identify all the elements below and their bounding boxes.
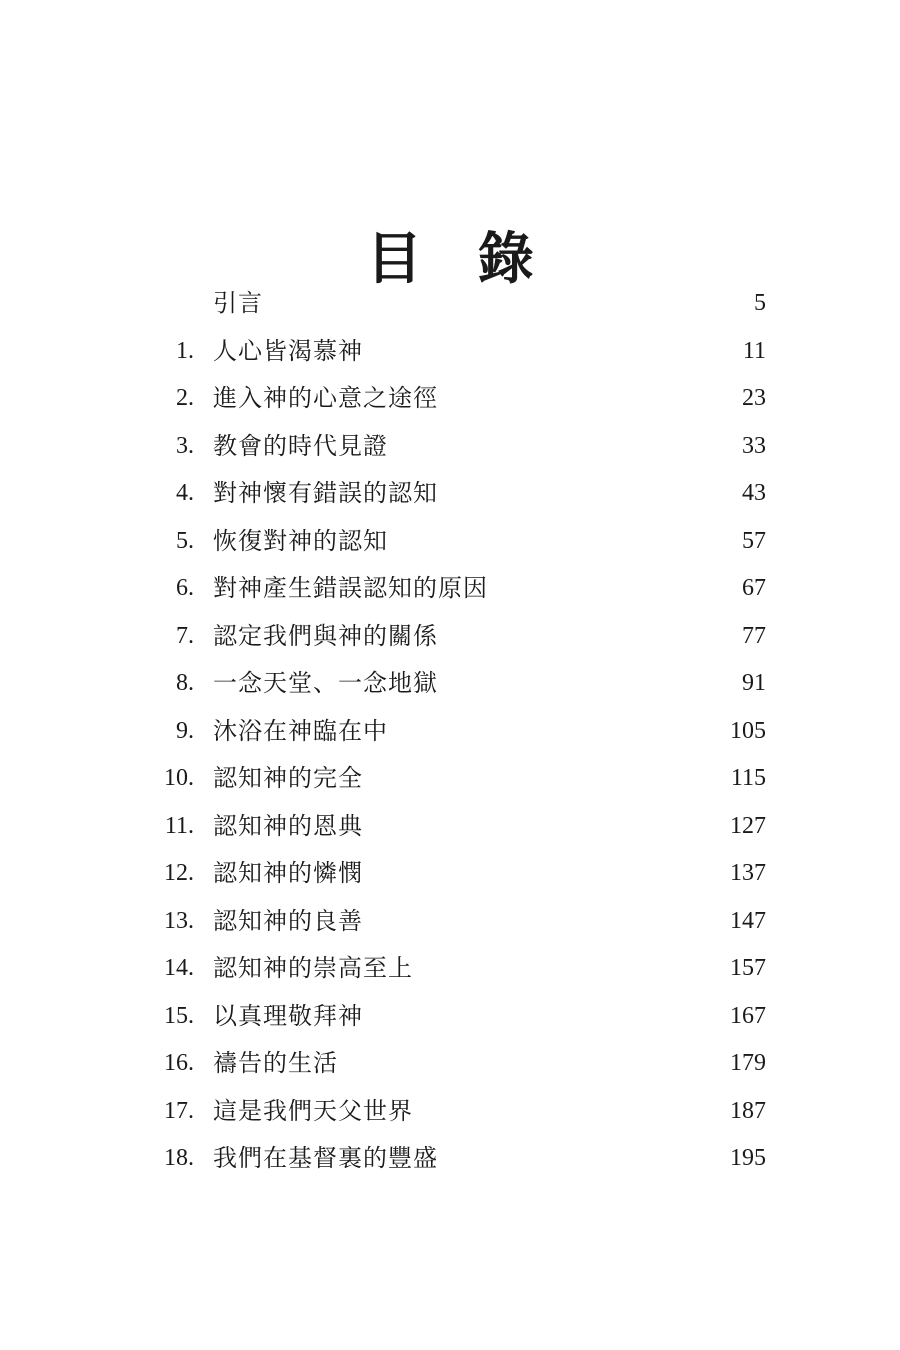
toc-entry-title: 沐浴在神臨在中 — [213, 716, 388, 745]
toc-entry-title: 引言 — [213, 289, 263, 317]
toc-entry-title: 我們在基督裏的豐盛 — [213, 1144, 438, 1172]
toc-entry-page: 43 — [742, 480, 766, 506]
toc-entry-page: 23 — [742, 385, 766, 411]
toc-entry-number: 18. — [164, 1145, 194, 1171]
toc-entry-number: 1. — [176, 337, 194, 364]
toc-entry-number: 7. — [176, 622, 194, 649]
toc-entry-page: 147 — [730, 907, 766, 934]
toc-entry-number: 3. — [176, 432, 194, 459]
toc-entry[interactable] — [150, 328, 766, 376]
toc-entry-page: 137 — [730, 860, 766, 886]
toc-entry-title: 一念天堂、一念地獄 — [213, 669, 438, 697]
toc-entry-title: 認知神的良善 — [213, 906, 363, 935]
toc-entry[interactable] — [150, 423, 766, 471]
toc-entry-number: 11. — [164, 812, 194, 839]
toc-entry-title: 恢復對神的認知 — [213, 526, 388, 555]
toc-entry[interactable] — [150, 565, 766, 613]
toc-entry-title: 對神產生錯誤認知的原因 — [213, 574, 488, 602]
toc-entry-number: 6. — [176, 575, 194, 601]
toc-entry-page: 157 — [730, 955, 766, 981]
toc-entry-page: 57 — [742, 527, 766, 554]
toc-entry-number: 14. — [164, 955, 194, 981]
toc-entry[interactable] — [150, 518, 766, 566]
toc-entry[interactable] — [150, 993, 766, 1041]
toc-entry-page: 127 — [730, 812, 766, 839]
toc-entry-title: 以真理敬拜神 — [213, 1001, 363, 1030]
toc-entry[interactable] — [150, 1135, 766, 1183]
toc-entry-title: 認定我們與神的關係 — [213, 621, 438, 650]
toc-entry-number: 2. — [176, 385, 194, 411]
toc-entry-page: 195 — [730, 1145, 766, 1171]
toc-entry-title: 這是我們天父世界 — [213, 1096, 413, 1125]
toc-entry-page: 167 — [730, 1002, 766, 1029]
toc-entry[interactable] — [150, 755, 766, 803]
table-of-contents — [150, 280, 766, 1183]
toc-entry-title: 認知神的憐憫 — [213, 859, 363, 887]
toc-entry-title: 認知神的崇高至上 — [213, 954, 413, 982]
toc-entry-page: 11 — [742, 337, 766, 364]
toc-entry[interactable] — [150, 613, 766, 661]
toc-entry-page: 77 — [742, 622, 766, 649]
toc-entry-title: 人心皆渴慕神 — [213, 336, 363, 365]
toc-entry-number: 17. — [164, 1097, 194, 1124]
toc-entry-title: 認知神的完全 — [213, 764, 363, 792]
toc-entry-number: 12. — [164, 860, 194, 886]
toc-entry-number: 4. — [176, 480, 194, 506]
toc-entry[interactable] — [150, 660, 766, 708]
toc-entry-page: 5 — [754, 290, 766, 316]
toc-entry[interactable] — [150, 898, 766, 946]
toc-entry[interactable] — [150, 803, 766, 851]
toc-entry-title: 認知神的恩典 — [213, 811, 363, 840]
page-title: 目 錄 — [366, 226, 552, 292]
toc-entry[interactable] — [150, 1040, 766, 1088]
toc-entry-page: 105 — [730, 717, 766, 744]
toc-entry-title: 禱告的生活 — [213, 1049, 338, 1077]
toc-entry[interactable] — [150, 280, 766, 328]
toc-entry-number: 10. — [164, 765, 194, 791]
toc-entry-number: 13. — [164, 907, 194, 934]
toc-entry-page: 67 — [742, 575, 766, 601]
toc-entry-page: 33 — [742, 432, 766, 459]
toc-entry-number: 16. — [164, 1050, 194, 1076]
toc-entry-number: 15. — [164, 1002, 194, 1029]
toc-entry[interactable] — [150, 375, 766, 423]
toc-entry-page: 91 — [742, 670, 766, 696]
toc-entry-number: 5. — [176, 527, 194, 554]
toc-entry[interactable] — [150, 850, 766, 898]
toc-entry-number: 9. — [176, 717, 194, 744]
toc-entry-title: 教會的時代見證 — [213, 431, 388, 460]
toc-entry-page: 187 — [730, 1097, 766, 1124]
toc-entry[interactable] — [150, 470, 766, 518]
toc-entry-title: 進入神的心意之途徑 — [213, 384, 438, 412]
toc-entry[interactable] — [150, 1088, 766, 1136]
toc-entry[interactable] — [150, 708, 766, 756]
toc-entry-page: 179 — [730, 1050, 766, 1076]
toc-entry-page: 115 — [730, 765, 766, 791]
toc-entry-number: 8. — [176, 670, 194, 696]
toc-entry-title: 對神懷有錯誤的認知 — [213, 479, 438, 507]
toc-entry[interactable] — [150, 945, 766, 993]
